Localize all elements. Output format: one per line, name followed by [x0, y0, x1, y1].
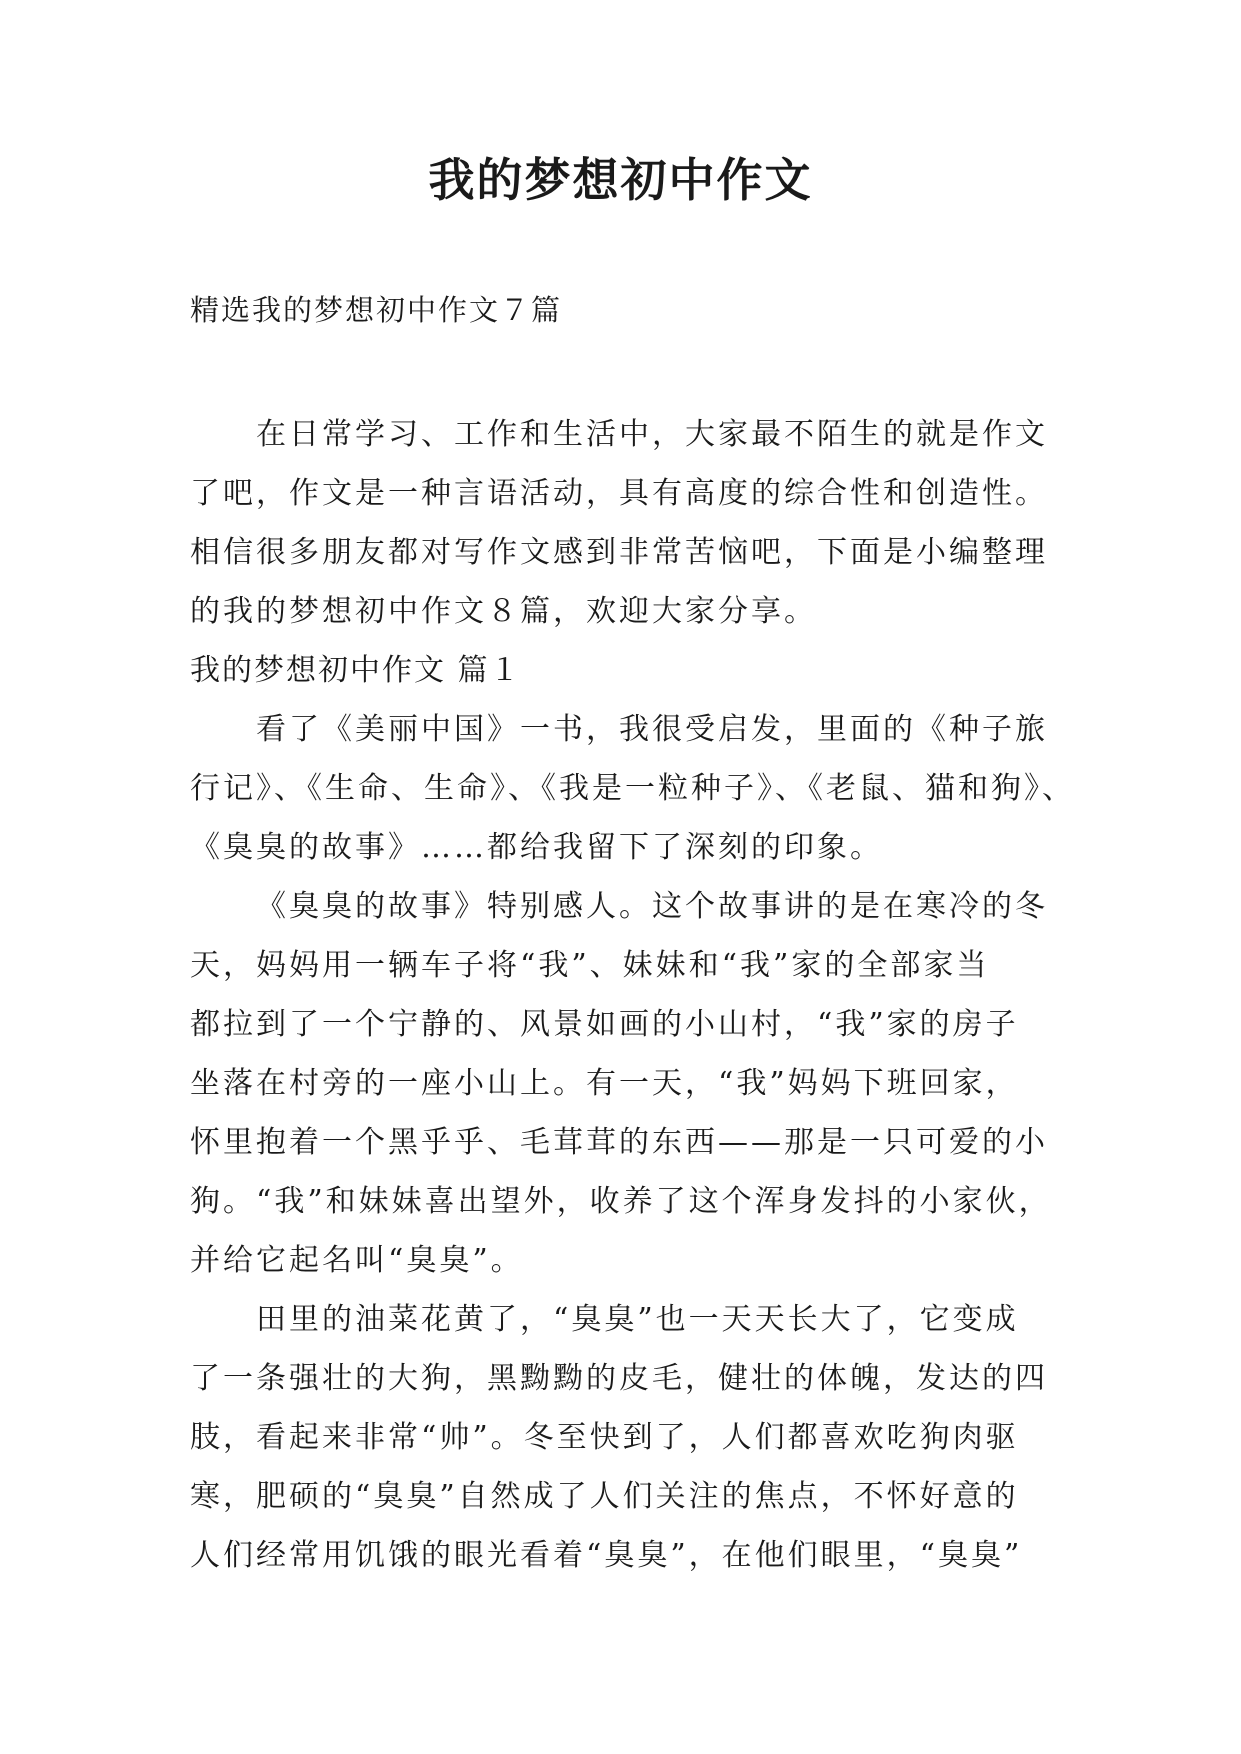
document-subtitle: 精选我的梦想初中作文７篇 — [190, 293, 563, 327]
body-line: 田里的油菜花黄了，“臭臭”也一天天长大了，它变成 — [256, 1302, 1019, 1337]
body-line: 并给它起名叫“臭臭”。 — [190, 1243, 524, 1278]
body-line: 寒，肥硕的“臭臭”自然成了人们关注的焦点，不怀好意的 — [190, 1479, 1019, 1514]
document-body — [190, 405, 1090, 1585]
body-line: 看了《美丽中国》一书，我很受启发，里面的《种子旅 — [256, 712, 1048, 747]
body-line: 相信很多朋友都对写作文感到非常苦恼吧，下面是小编整理 — [190, 535, 1048, 570]
body-line: 了吧，作文是一种言语活动，具有高度的综合性和创造性。 — [190, 476, 1048, 511]
body-line: 了一条强壮的大狗，黑黝黝的皮毛，健壮的体魄，发达的四 — [190, 1361, 1048, 1396]
body-line: 坐落在村旁的一座小山上。有一天，“我”妈妈下班回家， — [190, 1066, 1019, 1101]
body-line: 狗。“我”和妹妹喜出望外，收养了这个浑身发抖的小家伙， — [190, 1184, 1052, 1219]
body-line: 人们经常用饥饿的眼光看着“臭臭”，在他们眼里，“臭臭” — [190, 1538, 1023, 1573]
body-line: 天，妈妈用一辆车子将“我”、妹妹和“我”家的全部家当 — [190, 948, 990, 983]
section-heading: 我的梦想初中作文 篇１ — [190, 653, 522, 688]
body-line: 行记》、《生命、生命》、《我是一粒种子》、《老鼠、猫和狗》、 — [190, 771, 1075, 806]
body-line: 《臭臭的故事》……都给我留下了深刻的印象。 — [190, 830, 883, 865]
body-line: 肢，看起来非常“帅”。冬至快到了，人们都喜欢吃狗肉驱 — [190, 1420, 1019, 1455]
body-line: 的我的梦想初中作文８篇，欢迎大家分享。 — [190, 594, 817, 629]
document-title: 我的梦想初中作文 — [428, 153, 813, 207]
body-line: 在日常学习、工作和生活中，大家最不陌生的就是作文 — [256, 417, 1048, 452]
body-line: 怀里抱着一个黑乎乎、毛茸茸的东西——那是一只可爱的小 — [190, 1125, 1048, 1160]
body-line: 《臭臭的故事》特别感人。这个故事讲的是在寒冷的冬 — [256, 889, 1048, 924]
body-line: 都拉到了一个宁静的、风景如画的小山村，“我”家的房子 — [190, 1007, 1019, 1042]
